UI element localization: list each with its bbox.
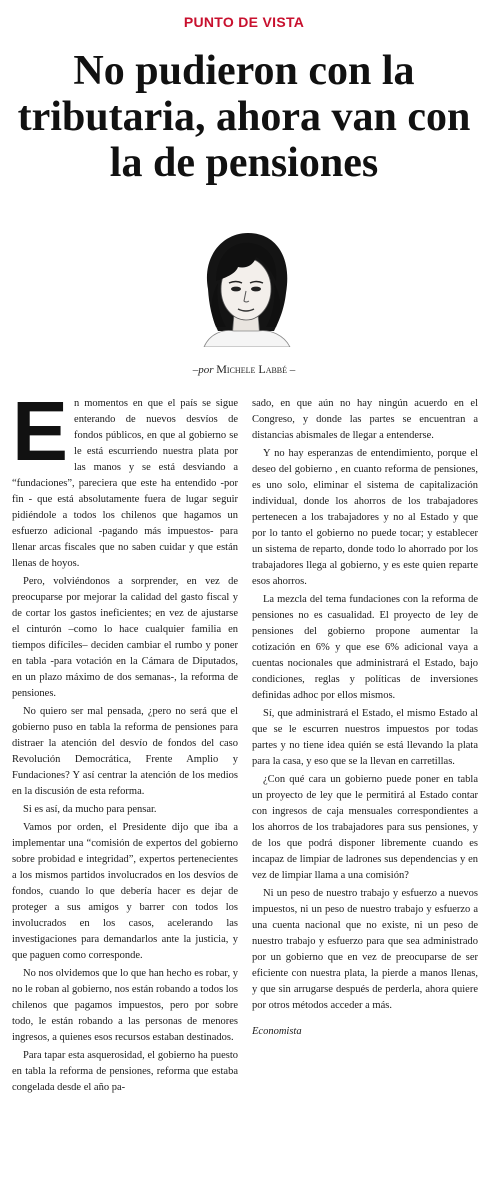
headline: No pudieron con la tributaria, ahora van con la de pensiones [17, 48, 471, 186]
article-paragraph: No nos olvidemos que lo que han hecho es robar, y no le roban al gobierno, nos están robando a todos los chilenos que pagamos impuestos, pero por sobre todo, le están robando a las personas de menores ingresos, a quienes esos recursos estaban destinados. [12, 968, 238, 1043]
first-paragraph-text: n momentos en que el país se sigue enterando de nuevos desvíos de fondos públicos, en que al gobierno se le está escurriendo nuestra plata por las manos y se está desviando a “fundaciones”, pareciera que este ha entendido -por fin - que está absolutamente fuera de lugar seguir pidiéndole a todos los chilenos que hagamos un esfuerzo adicional -pagando más impuestos- para llenar arcas fiscales que no saben cuidar y que están llenas de hoyos. [12, 398, 238, 569]
article-paragraph: Vamos por orden, el Presidente dijo que iba a implementar una “comisión de expertos del gobierno sobre probidad e integridad”, expertos pertenecientes a los mismos partidos involucrados en los desvíos de fondos, cuando lo que debería hacer es dejar de proteger a sus amigos y barrer con todos los involucrados en los casos, acelerando las investigaciones para demandarlos ante la justicia, y que paguen como corresponde. [12, 822, 238, 961]
author-portrait [194, 227, 298, 347]
article-paragraph: La mezcla del tema fundaciones con la reforma de pensiones no es casualidad. El proyecto de ley de pensiones del gobierno propone aumentar la cotización en 6% y que ese 6% adicional vaya a cuentas nocionales que administrará el Estado, bajo condiciones, reglas y políticas de inversiones definidas adhoc por ellos mismos. [252, 594, 478, 701]
article-paragraph: Si es así, da mucho para pensar. [23, 804, 157, 815]
article-paragraph [12, 396, 238, 572]
byline [0, 362, 488, 377]
byline-author: Michele Labbé [216, 362, 288, 376]
drop-cap: E [12, 396, 69, 478]
article-paragraph: Ni un peso de nuestro trabajo y esfuerzo a nuevos impuestos, ni un peso de nuestro trabajo y esfuerzo a una cuenta nacional que no existe, ni un peso de nuestro trabajo y esfuerzo para que sea administrado por un gobierno que en vez de preocuparse de ser eficiente con nuestra plata, la pierde a manos llenas, y que sin arrugarse después de perderla, ahora quiere por otros métodos acceder a más. [252, 888, 478, 1011]
section-label: PUNTO DE VISTA [183, 14, 305, 30]
article-paragraph: Y no hay esperanzas de entendimiento, porque el deseo del gobierno , en cuanto reforma de pensiones, es uno solo, eliminar el sistema de capitalización individual, donde los ahorros de los trabajadores pertenecen a los trabajadores y no al Estado y que por lo tanto el gobierno no puede tocar; y establecer un sistema de reparto, donde todo lo ahorrado por los trabajadores llega al gobierno, y es este quien reparte esos ahorros. [252, 448, 478, 587]
article-column-right [252, 396, 478, 1186]
author-signature: Economista [252, 1026, 302, 1037]
article-column-left [12, 396, 238, 1186]
article-paragraph: sado, en que aún no hay ningún acuerdo en el Congreso, y donde las partes se encuentran a distancias abismales de llegar a entenderse. [252, 398, 478, 441]
article-paragraph: Sí, que administrará el Estado, el mismo Estado al que se le escurren nuestros impuestos por todas partes y no tiene idea quién se está llevando la plata para la casa, y eso que se la llevan en carretillas. [252, 708, 478, 767]
byline-prefix: –por [192, 364, 214, 376]
article-paragraph: No quiero ser mal pensada, ¿pero no será que el gobierno puso en tabla la reforma de pensiones para distraer la atención del desvío de fondos del caso Revolución Democrática, Frente Amplio y Fundaciones? Y así centrar la atención de los medios en la discusión de esta reforma. [12, 706, 238, 797]
article-paragraph: Para tapar esta asquerosidad, el gobierno ha puesto en tabla la reforma de pensiones, reforma que estaba congelada desde el año pa- [12, 1050, 238, 1093]
byline-suffix: – [289, 364, 296, 376]
article-paragraph: ¿Con qué cara un gobierno puede poner en tabla un proyecto de ley que le permitirá al Estado contar con ingresos de caja mensuales correspondientes a los ahorros de los trabajadores para sus pensiones, y de los que podrá disponer libremente cuando es incapaz de limpiar de ladrones sus dependencias y en vez de limpiar llama a una comisión? [252, 774, 478, 881]
article-paragraph: Pero, volviéndonos a sorprender, en vez de preocuparse por mejorar la calidad del gasto fiscal y de cortar los gastos ineficientes; en vez de ajustarse el cinturón –como lo hace cualquier familia en tiempos difíciles– deciden cambiar el rumbo y poner en tabla -para votación en la Cámara de Diputados, en un plazo máximo de dos semanas-, la reforma de pensiones. [12, 576, 238, 699]
